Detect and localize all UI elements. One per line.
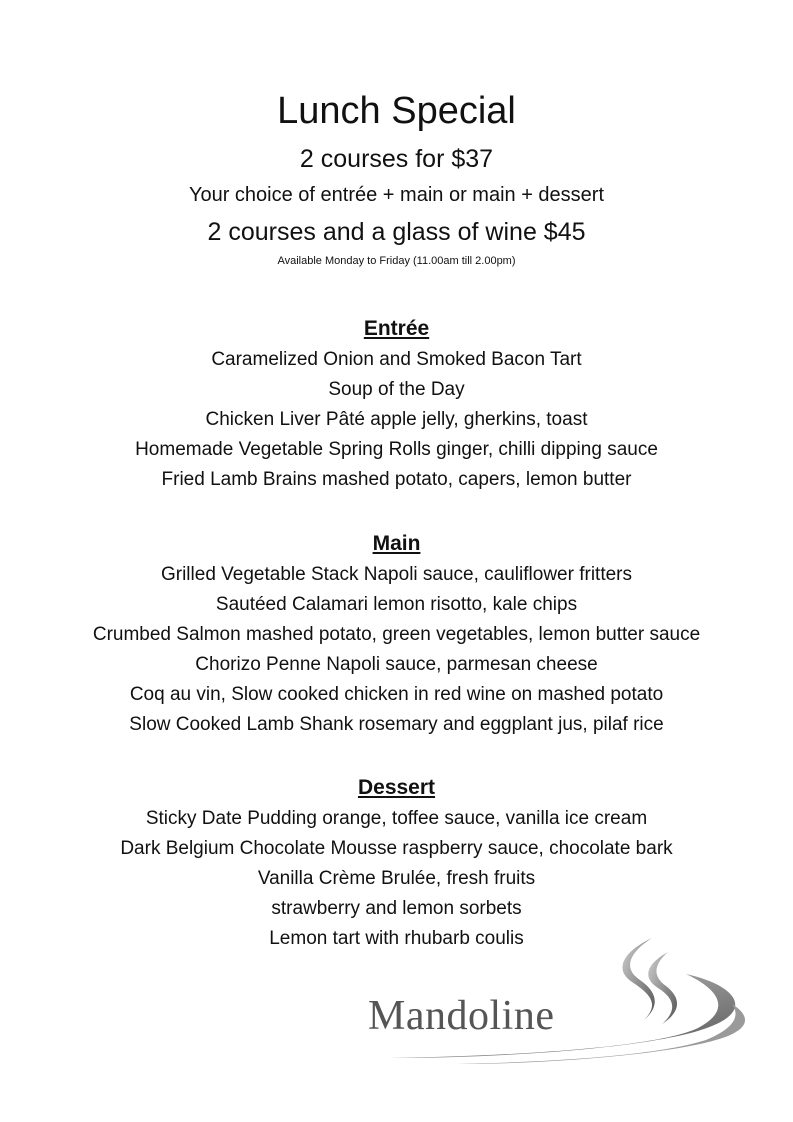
menu-item: Slow Cooked Lamb Shank rosemary and eggplant jus, pilaf rice xyxy=(129,714,664,735)
menu-item: Fried Lamb Brains mashed potato, capers, lemon butter xyxy=(161,469,632,490)
menu-item: Sautéed Calamari lemon risotto, kale chips xyxy=(215,594,578,615)
menu-item: Dark Belgium Chocolate Mousse raspberry sauce, chocolate bark xyxy=(120,838,673,859)
menu-title: Lunch Special xyxy=(277,90,516,132)
entree-section xyxy=(0,315,793,495)
availability-note: Available Monday to Friday (11.00am till 2.00pm) xyxy=(277,255,516,267)
menu-item: strawberry and lemon sorbets xyxy=(271,898,522,919)
menu-item: Sticky Date Pudding orange, toffee sauce, vanilla ice cream xyxy=(145,808,648,829)
main-heading: Main xyxy=(372,532,421,555)
wine-offer-line: 2 courses and a glass of wine $45 xyxy=(207,218,586,246)
entree-heading: Entrée xyxy=(363,317,430,340)
menu-item: Lemon tart with rhubarb coulis xyxy=(269,928,524,949)
choice-line: Your choice of entrée + main or main + dessert xyxy=(188,184,605,206)
menu-item: Coq au vin, Slow cooked chicken in red wine on mashed potato xyxy=(129,684,664,705)
main-section xyxy=(0,530,793,740)
menu-item: Homemade Vegetable Spring Rolls ginger, chilli dipping sauce xyxy=(135,439,658,460)
menu-item: Chorizo Penne Napoli sauce, parmesan cheese xyxy=(195,654,598,675)
menu-item: Caramelized Onion and Smoked Bacon Tart xyxy=(211,349,582,370)
dessert-section xyxy=(0,774,793,954)
menu-item: Soup of the Day xyxy=(328,379,465,400)
menu-item: Crumbed Salmon mashed potato, green vegetables, lemon butter sauce xyxy=(92,624,701,645)
dessert-heading: Dessert xyxy=(357,776,436,799)
mandoline-logo xyxy=(360,930,760,1070)
menu-item: Grilled Vegetable Stack Napoli sauce, cauliflower fritters xyxy=(160,564,632,585)
menu-item: Chicken Liver Pâté apple jelly, gherkins, toast xyxy=(205,409,588,430)
logo-wordmark: Mandoline xyxy=(368,993,555,1039)
menu-item: Vanilla Crème Brulée, fresh fruits xyxy=(257,868,536,889)
offer-line: 2 courses for $37 xyxy=(299,145,494,173)
